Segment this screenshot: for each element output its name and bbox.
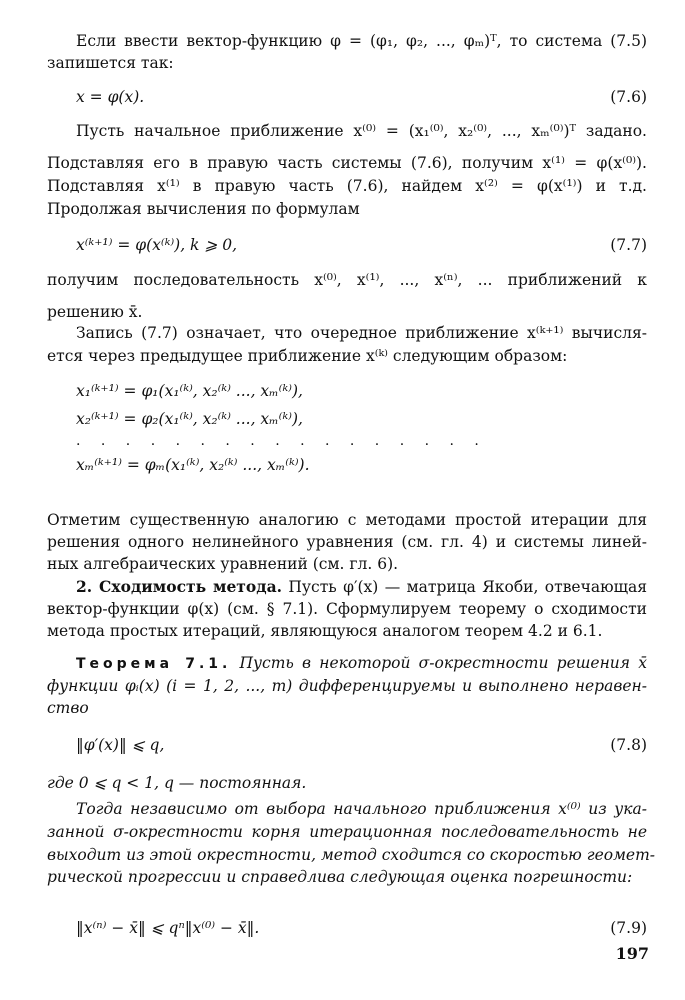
text-line: получим последовательность x⁽⁰⁾, x⁽¹⁾, ..., x⁽ⁿ⁾, ... приближений к bbox=[47, 271, 647, 289]
equation-number: (7.7) bbox=[610, 236, 647, 254]
system-row-1: x₁⁽ᵏ⁺¹⁾ = φ₁(x₁⁽ᵏ⁾, x₂⁽ᵏ⁾ ..., xₘ⁽ᵏ⁾), bbox=[76, 382, 303, 400]
equation-number: (7.8) bbox=[610, 736, 647, 754]
text-line: метода простых итераций, являющуюся аналогом теорем 4.2 и 6.1. bbox=[47, 622, 603, 640]
theorem-label: Теорема 7.1. bbox=[76, 656, 232, 672]
equation-number: (7.9) bbox=[610, 919, 647, 937]
theorem-text: ство bbox=[47, 699, 89, 717]
equation-7-6: x = φ(x). bbox=[76, 88, 145, 106]
text-line: Продолжая вычисления по формулам bbox=[47, 200, 360, 218]
section-heading: 2. Сходимость метода. bbox=[76, 577, 283, 596]
theorem-text: рической прогрессии и справедлива следующая оценка погрешности: bbox=[47, 868, 633, 886]
text-line: Подставляя его в правую часть системы (7.6), получим x⁽¹⁾ = φ(x⁽⁰⁾). bbox=[47, 154, 647, 172]
text-line: решения одного нелинейного уравнения (см. гл. 4) и системы линей- bbox=[47, 533, 647, 551]
theorem-line bbox=[76, 653, 647, 674]
text-fragment: Пусть φ′(x) — матрица Якоби, отвечающая bbox=[282, 578, 648, 596]
system-row-2: x₂⁽ᵏ⁺¹⁾ = φ₂(x₁⁽ᵏ⁾, x₂⁽ᵏ⁾ ..., xₘ⁽ᵏ⁾), bbox=[76, 410, 303, 428]
text-line: ных алгебраических уравнений (см. гл. 6). bbox=[47, 555, 399, 573]
text-line: Пусть начальное приближение x⁽⁰⁾ = (x₁⁽⁰⁾, x₂⁽⁰⁾, ..., xₘ⁽⁰⁾)ᵀ задано. bbox=[76, 122, 647, 140]
text-line: вектор-функции φ(x) (см. § 7.1). Сформулируем теорему о сходимости bbox=[47, 600, 647, 618]
equation-7-7: x⁽ᵏ⁺¹⁾ = φ(x⁽ᵏ⁾), k ⩾ 0, bbox=[76, 236, 238, 254]
text-line: Подставляя x⁽¹⁾ в правую часть (7.6), найдем x⁽²⁾ = φ(x⁽¹⁾) и т.д. bbox=[47, 177, 647, 195]
theorem-text: занной σ-окрестности корня итерационная последовательность не bbox=[47, 823, 647, 841]
text-line: Если ввести вектор-функцию φ = (φ₁, φ₂, ..., φₘ)ᵀ, то система (7.5) bbox=[76, 32, 647, 50]
theorem-text: выходит из этой окрестности, метод сходится со скоростью геомет- bbox=[47, 846, 656, 864]
page-number: 197 bbox=[615, 944, 649, 963]
text-line: Запись (7.7) означает, что очередное приближение x⁽ᵏ⁺¹⁾ вычисля- bbox=[76, 324, 647, 342]
equation-7-8: ‖φ′(x)‖ ⩽ q, bbox=[76, 736, 165, 754]
system-row-m: xₘ⁽ᵏ⁺¹⁾ = φₘ(x₁⁽ᵏ⁾, x₂⁽ᵏ⁾ ..., xₘ⁽ᵏ⁾). bbox=[76, 456, 310, 474]
text-line: запишется так: bbox=[47, 54, 174, 72]
system-ellipsis: . . . . . . . . . . . . . . . . . bbox=[76, 433, 487, 449]
section-heading-line bbox=[76, 577, 647, 597]
theorem-text: где 0 ⩽ q < 1, q — постоянная. bbox=[47, 774, 307, 792]
text-fragment: Пусть в некоторой σ-окрестности решения x̄ bbox=[231, 654, 647, 672]
equation-7-9: ‖x⁽ⁿ⁾ − x̄‖ ⩽ qⁿ‖x⁽⁰⁾ − x̄‖. bbox=[76, 919, 260, 937]
theorem-text: Тогда независимо от выбора начального приближения x⁽⁰⁾ из ука- bbox=[76, 800, 647, 818]
text-line: Отметим существенную аналогию с методами простой итерации для bbox=[47, 511, 647, 529]
theorem-text: функции φᵢ(x) (i = 1, 2, ..., m) дифференцируемы и выполнено неравен- bbox=[47, 677, 647, 695]
text-line: решению x̄. bbox=[47, 303, 143, 321]
equation-number: (7.6) bbox=[610, 88, 647, 106]
text-line: ется через предыдущее приближение x⁽ᵏ⁾ следующим образом: bbox=[47, 347, 568, 365]
